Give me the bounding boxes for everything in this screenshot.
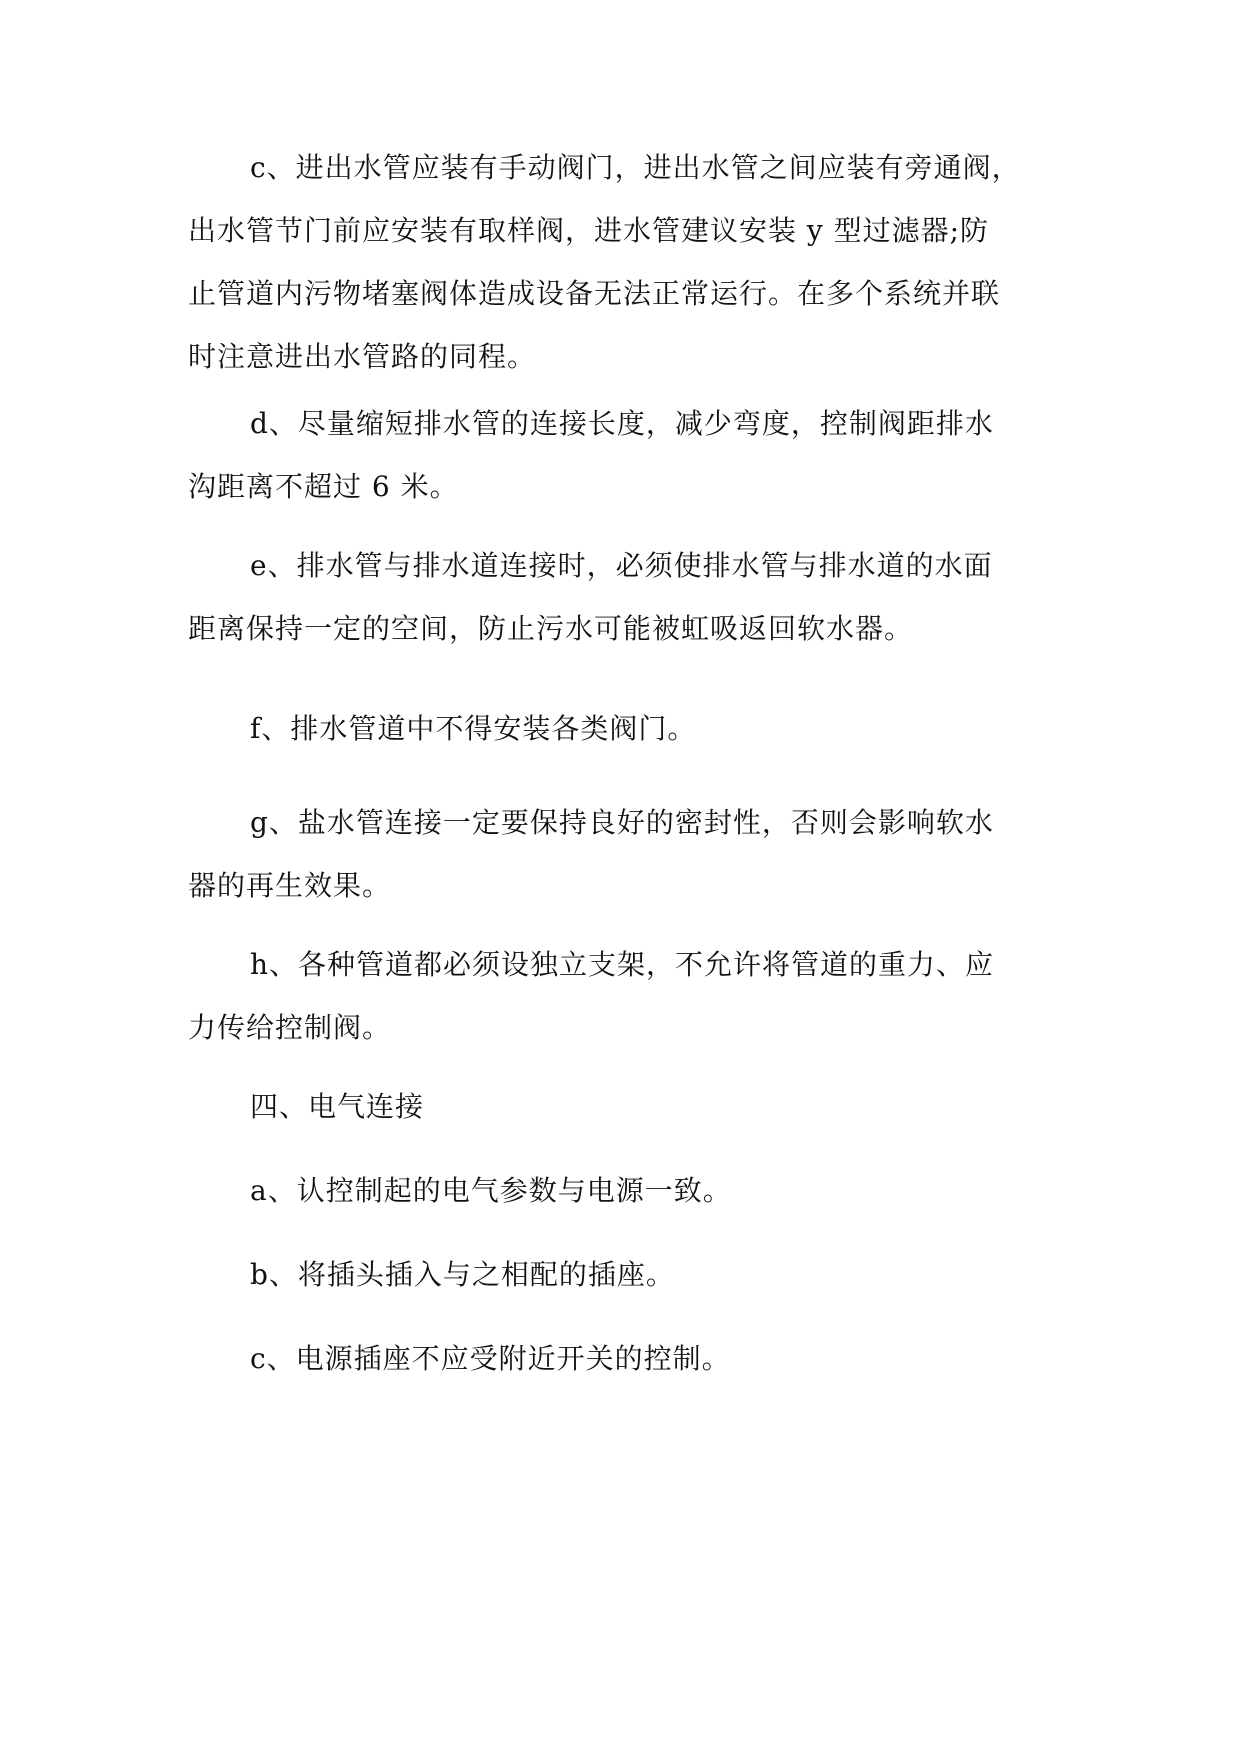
paragraph-line: 器的再生效果。 xyxy=(188,869,392,902)
paragraph-line: g、盐水管连接一定要保持良好的密封性，否则会影响软水 xyxy=(250,806,994,839)
paragraph-line: 沟距离不超过 6 米。 xyxy=(188,470,459,503)
paragraph-h-supports xyxy=(188,933,1056,1059)
paragraph-line: 距离保持一定的空间，防止污水可能被虹吸返回软水器。 xyxy=(188,612,914,645)
paragraph-line: b、将插头插入与之相配的插座。 xyxy=(250,1258,675,1291)
paragraph-line: 时注意进出水管路的同程。 xyxy=(188,340,537,373)
paragraph-line: f、排水管道中不得安装各类阀门。 xyxy=(250,712,697,745)
paragraph-line: 止管道内污物堵塞阀体造成设备无法正常运行。在多个系统并联 xyxy=(188,277,1001,310)
paragraph-line: a、认控制起的电气参数与电源一致。 xyxy=(250,1174,732,1207)
paragraph-d-drain-length xyxy=(188,392,1056,518)
paragraph-line: c、进出水管应装有手动阀门，进出水管之间应装有旁通阀， xyxy=(250,151,1021,184)
section-heading-electrical xyxy=(188,1075,1056,1138)
paragraph-f-no-valves xyxy=(188,697,1056,760)
section-heading: 四、电气连接 xyxy=(250,1090,425,1123)
paragraph-line: h、各种管道都必须设独立支架，不允许将管道的重力、应 xyxy=(250,948,995,981)
paragraph-g-brine-seal xyxy=(188,791,1056,917)
paragraph-c-socket xyxy=(188,1327,1056,1390)
paragraph-b-plug xyxy=(188,1243,1056,1306)
paragraph-e-drain-connection xyxy=(188,534,1056,660)
paragraph-line: 出水管节门前应安装有取样阀，进水管建议安装 y 型过滤器;防 xyxy=(188,214,990,247)
paragraph-c-inlet-outlet xyxy=(188,136,1056,388)
paragraph-line: e、排水管与排水道连接时，必须使排水管与排水道的水面 xyxy=(250,549,993,582)
paragraph-line: d、尽量缩短排水管的连接长度，减少弯度，控制阀距排水 xyxy=(250,407,994,440)
paragraph-a-electrical-params xyxy=(188,1159,1056,1222)
paragraph-line: 力传给控制阀。 xyxy=(188,1011,392,1044)
paragraph-line: c、电源插座不应受附近开关的控制。 xyxy=(250,1342,731,1375)
